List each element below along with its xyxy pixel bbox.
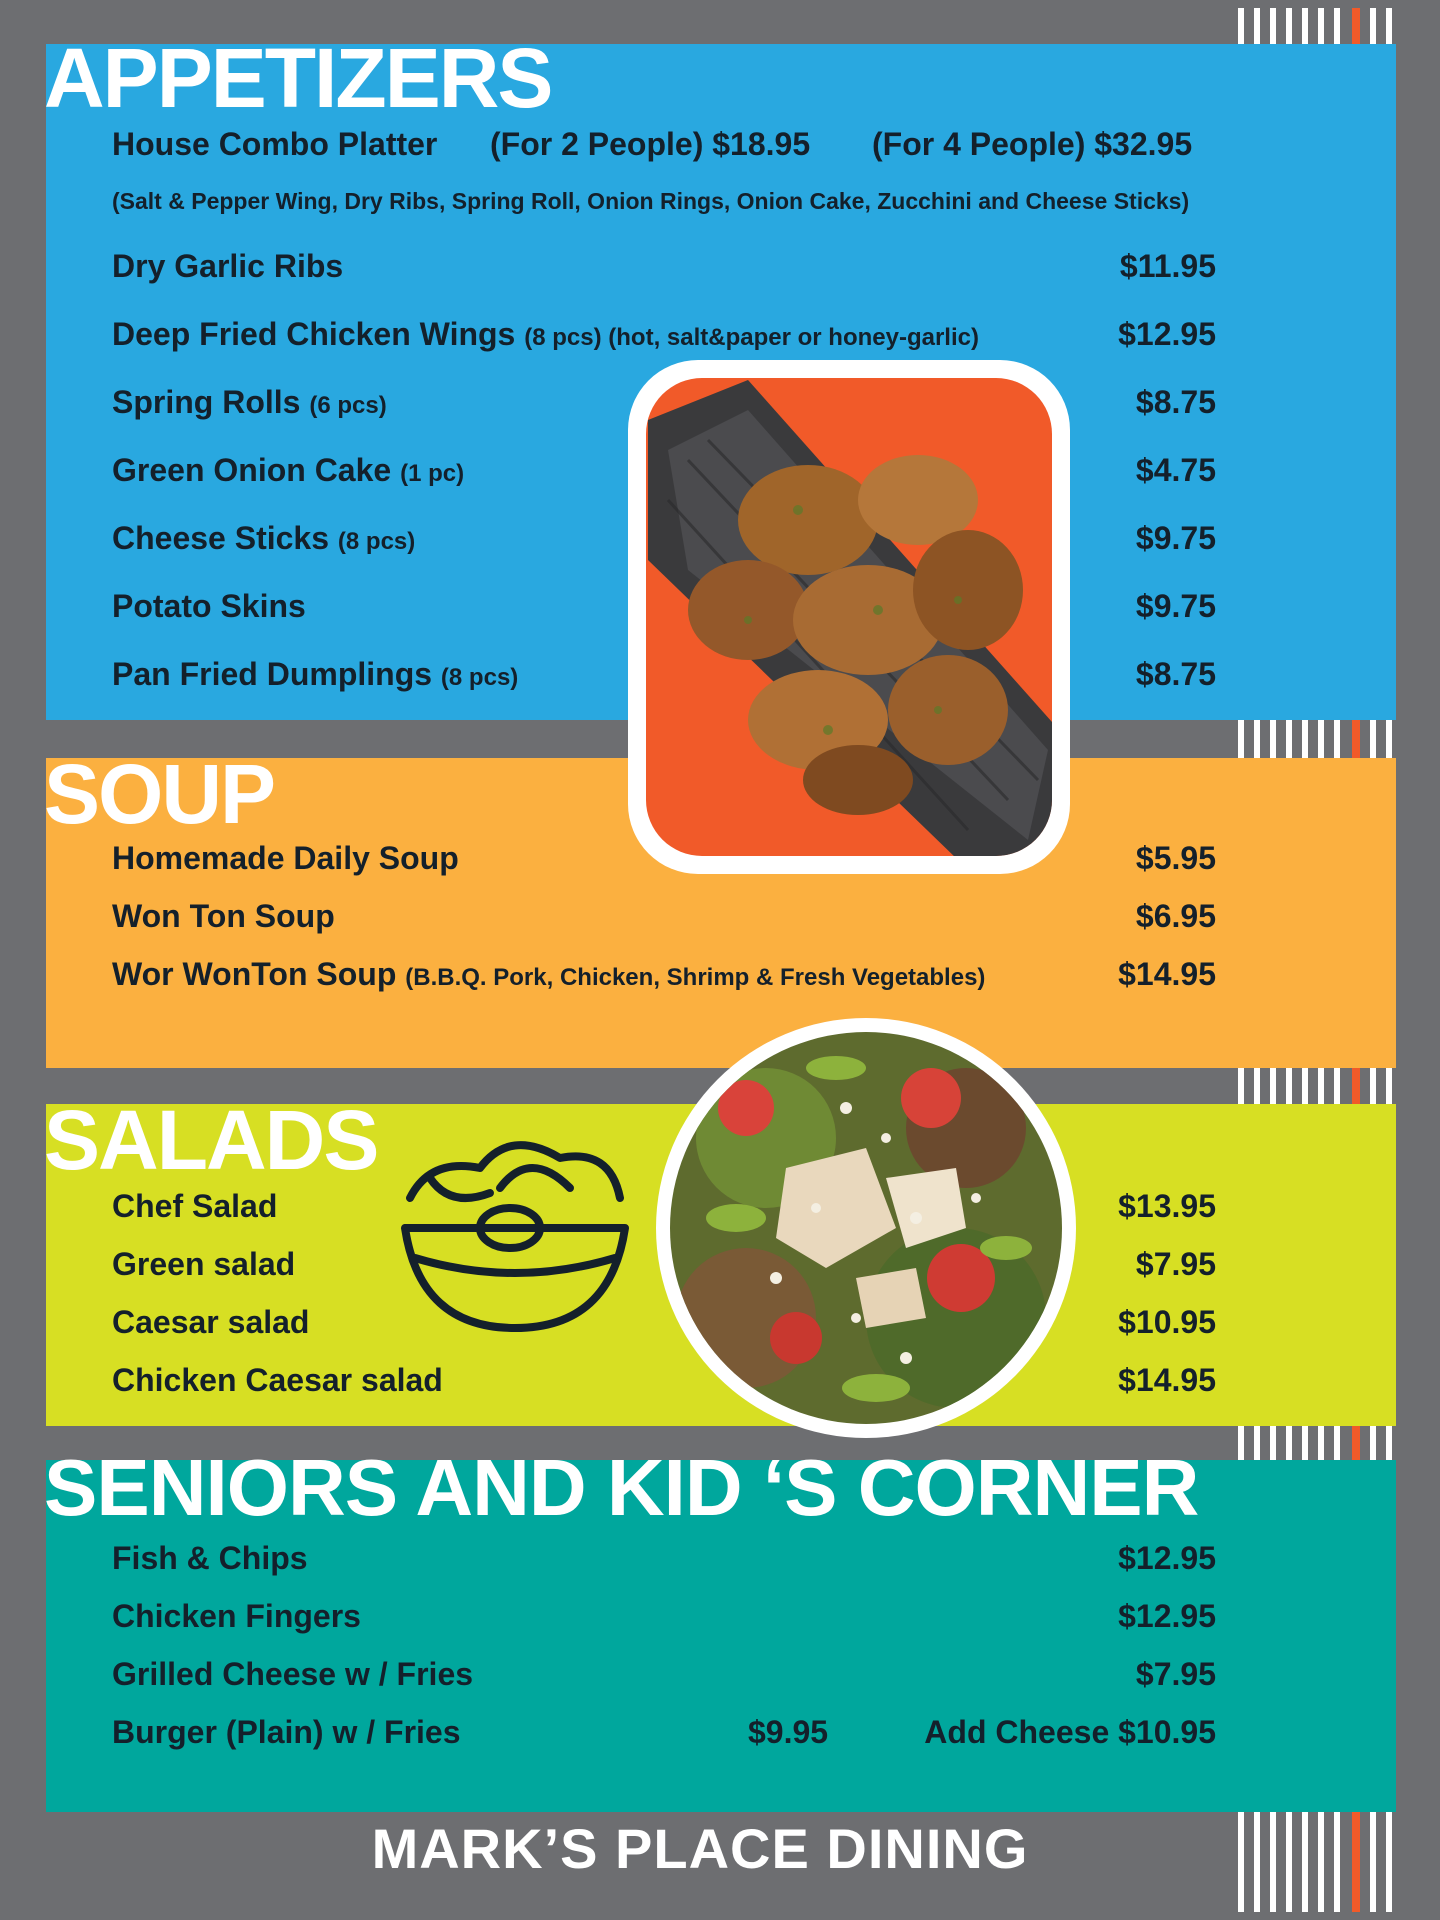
item-name: [112, 1188, 277, 1225]
item-title: Chicken Fingers: [112, 1598, 361, 1634]
item-title: Spring Rolls: [112, 384, 301, 420]
item-name: [112, 1656, 473, 1693]
item-name: [112, 898, 335, 935]
combo-row: [112, 126, 1216, 166]
combo-option-2-people: (For 2 People) $18.95: [490, 126, 811, 162]
salad-row: [112, 1246, 1216, 1286]
combo-contents: (Salt & Pepper Wing, Dry Ribs, Spring Roll, Onion Rings, Onion Cake, Zucchini and Cheese Sticks): [112, 188, 1190, 214]
item-name: [112, 956, 985, 993]
salad-row: [112, 1304, 1216, 1344]
salads-title: SALADS: [44, 1093, 378, 1187]
item-price: $6.95: [1135, 898, 1216, 934]
item-title: Deep Fried Chicken Wings: [112, 316, 516, 352]
item-price: $9.75: [1135, 588, 1216, 624]
item-name: [112, 316, 979, 353]
item-price: $7.95: [1135, 1246, 1216, 1282]
item-price: $5.95: [1135, 840, 1216, 876]
item-price: $9.75: [1135, 520, 1216, 556]
burger-add-cheese: Add Cheese $10.95: [924, 1714, 1216, 1750]
salad-row: [112, 1362, 1216, 1402]
soup-row: [112, 840, 1216, 880]
item-title: Dry Garlic Ribs: [112, 248, 344, 284]
item-name: [112, 384, 387, 421]
soup-row: [112, 898, 1216, 938]
item-title: Chicken Caesar salad: [112, 1362, 443, 1398]
item-price: $14.95: [1118, 956, 1216, 992]
item-title: Potato Skins: [112, 588, 306, 624]
item-title: Caesar salad: [112, 1304, 310, 1340]
item-title: Won Ton Soup: [112, 898, 335, 934]
chicken-wings-photo: [628, 360, 1070, 874]
combo-option-4-people: (For 4 People) $32.95: [872, 126, 1193, 162]
appetizers-title: APPETIZERS: [44, 31, 552, 125]
item-price: $13.95: [1118, 1188, 1216, 1224]
item-name: [112, 1362, 443, 1399]
seniors-title: SENIORS AND KID ‘S CORNER: [44, 1443, 1199, 1532]
item-note: (6 pcs): [309, 392, 387, 419]
item-price: $10.95: [1118, 1304, 1216, 1340]
item-price: $7.95: [1135, 1656, 1216, 1692]
item-price: $8.75: [1135, 656, 1216, 692]
item-name: [112, 248, 343, 285]
item-price: $14.95: [1118, 1362, 1216, 1398]
burger-price: $9.95: [748, 1714, 829, 1750]
item-note: (1 pc): [400, 460, 465, 487]
item-title: Grilled Cheese w / Fries: [112, 1656, 474, 1692]
soup-title: SOUP: [44, 747, 275, 841]
item-name: [112, 656, 518, 693]
item-name: [112, 452, 464, 489]
combo-name: House Combo Platter: [112, 126, 438, 162]
appetizer-row: [112, 248, 1216, 288]
senior-row: [112, 1656, 1216, 1696]
item-price: $12.95: [1118, 316, 1216, 352]
item-title: Homemade Daily Soup: [112, 840, 459, 876]
item-price: $11.95: [1119, 248, 1216, 284]
item-price: $4.75: [1135, 452, 1216, 488]
item-title: Wor WonTon Soup: [112, 956, 397, 992]
item-name: [112, 1304, 309, 1341]
senior-row: [112, 1598, 1216, 1638]
item-name: [112, 1246, 295, 1283]
burger-row: [112, 1714, 1216, 1754]
salad-row: [112, 1188, 1216, 1228]
item-title: Green salad: [112, 1246, 296, 1282]
item-price: $8.75: [1135, 384, 1216, 420]
item-note: (8 pcs): [337, 528, 416, 555]
soup-row: [112, 956, 1216, 996]
item-title: Pan Fried Dumplings: [112, 656, 433, 692]
appetizer-row: [112, 316, 1216, 356]
item-price: $12.95: [1118, 1598, 1216, 1634]
item-title: Chef Salad: [112, 1188, 278, 1224]
item-note: (8 pcs) (hot, salt&paper or honey-garlic): [524, 324, 979, 351]
item-title: Green Onion Cake: [112, 452, 392, 488]
item-name: [112, 588, 306, 625]
burger-name: Burger (Plain) w / Fries: [112, 1714, 461, 1750]
item-name: [112, 1540, 308, 1577]
item-note: (8 pcs): [440, 664, 519, 691]
senior-row: [112, 1540, 1216, 1580]
item-name: [112, 840, 459, 877]
item-name: [112, 1598, 361, 1635]
item-title: Cheese Sticks: [112, 520, 330, 556]
restaurant-name: MARK’S PLACE DINING: [371, 1817, 1029, 1880]
item-price: $12.95: [1118, 1540, 1216, 1576]
item-name: [112, 520, 415, 557]
chicken-wings-image: [628, 360, 1070, 874]
item-title: Fish & Chips: [112, 1540, 308, 1576]
item-note: (B.B.Q. Pork, Chicken, Shrimp & Fresh Vegetables): [405, 964, 986, 991]
